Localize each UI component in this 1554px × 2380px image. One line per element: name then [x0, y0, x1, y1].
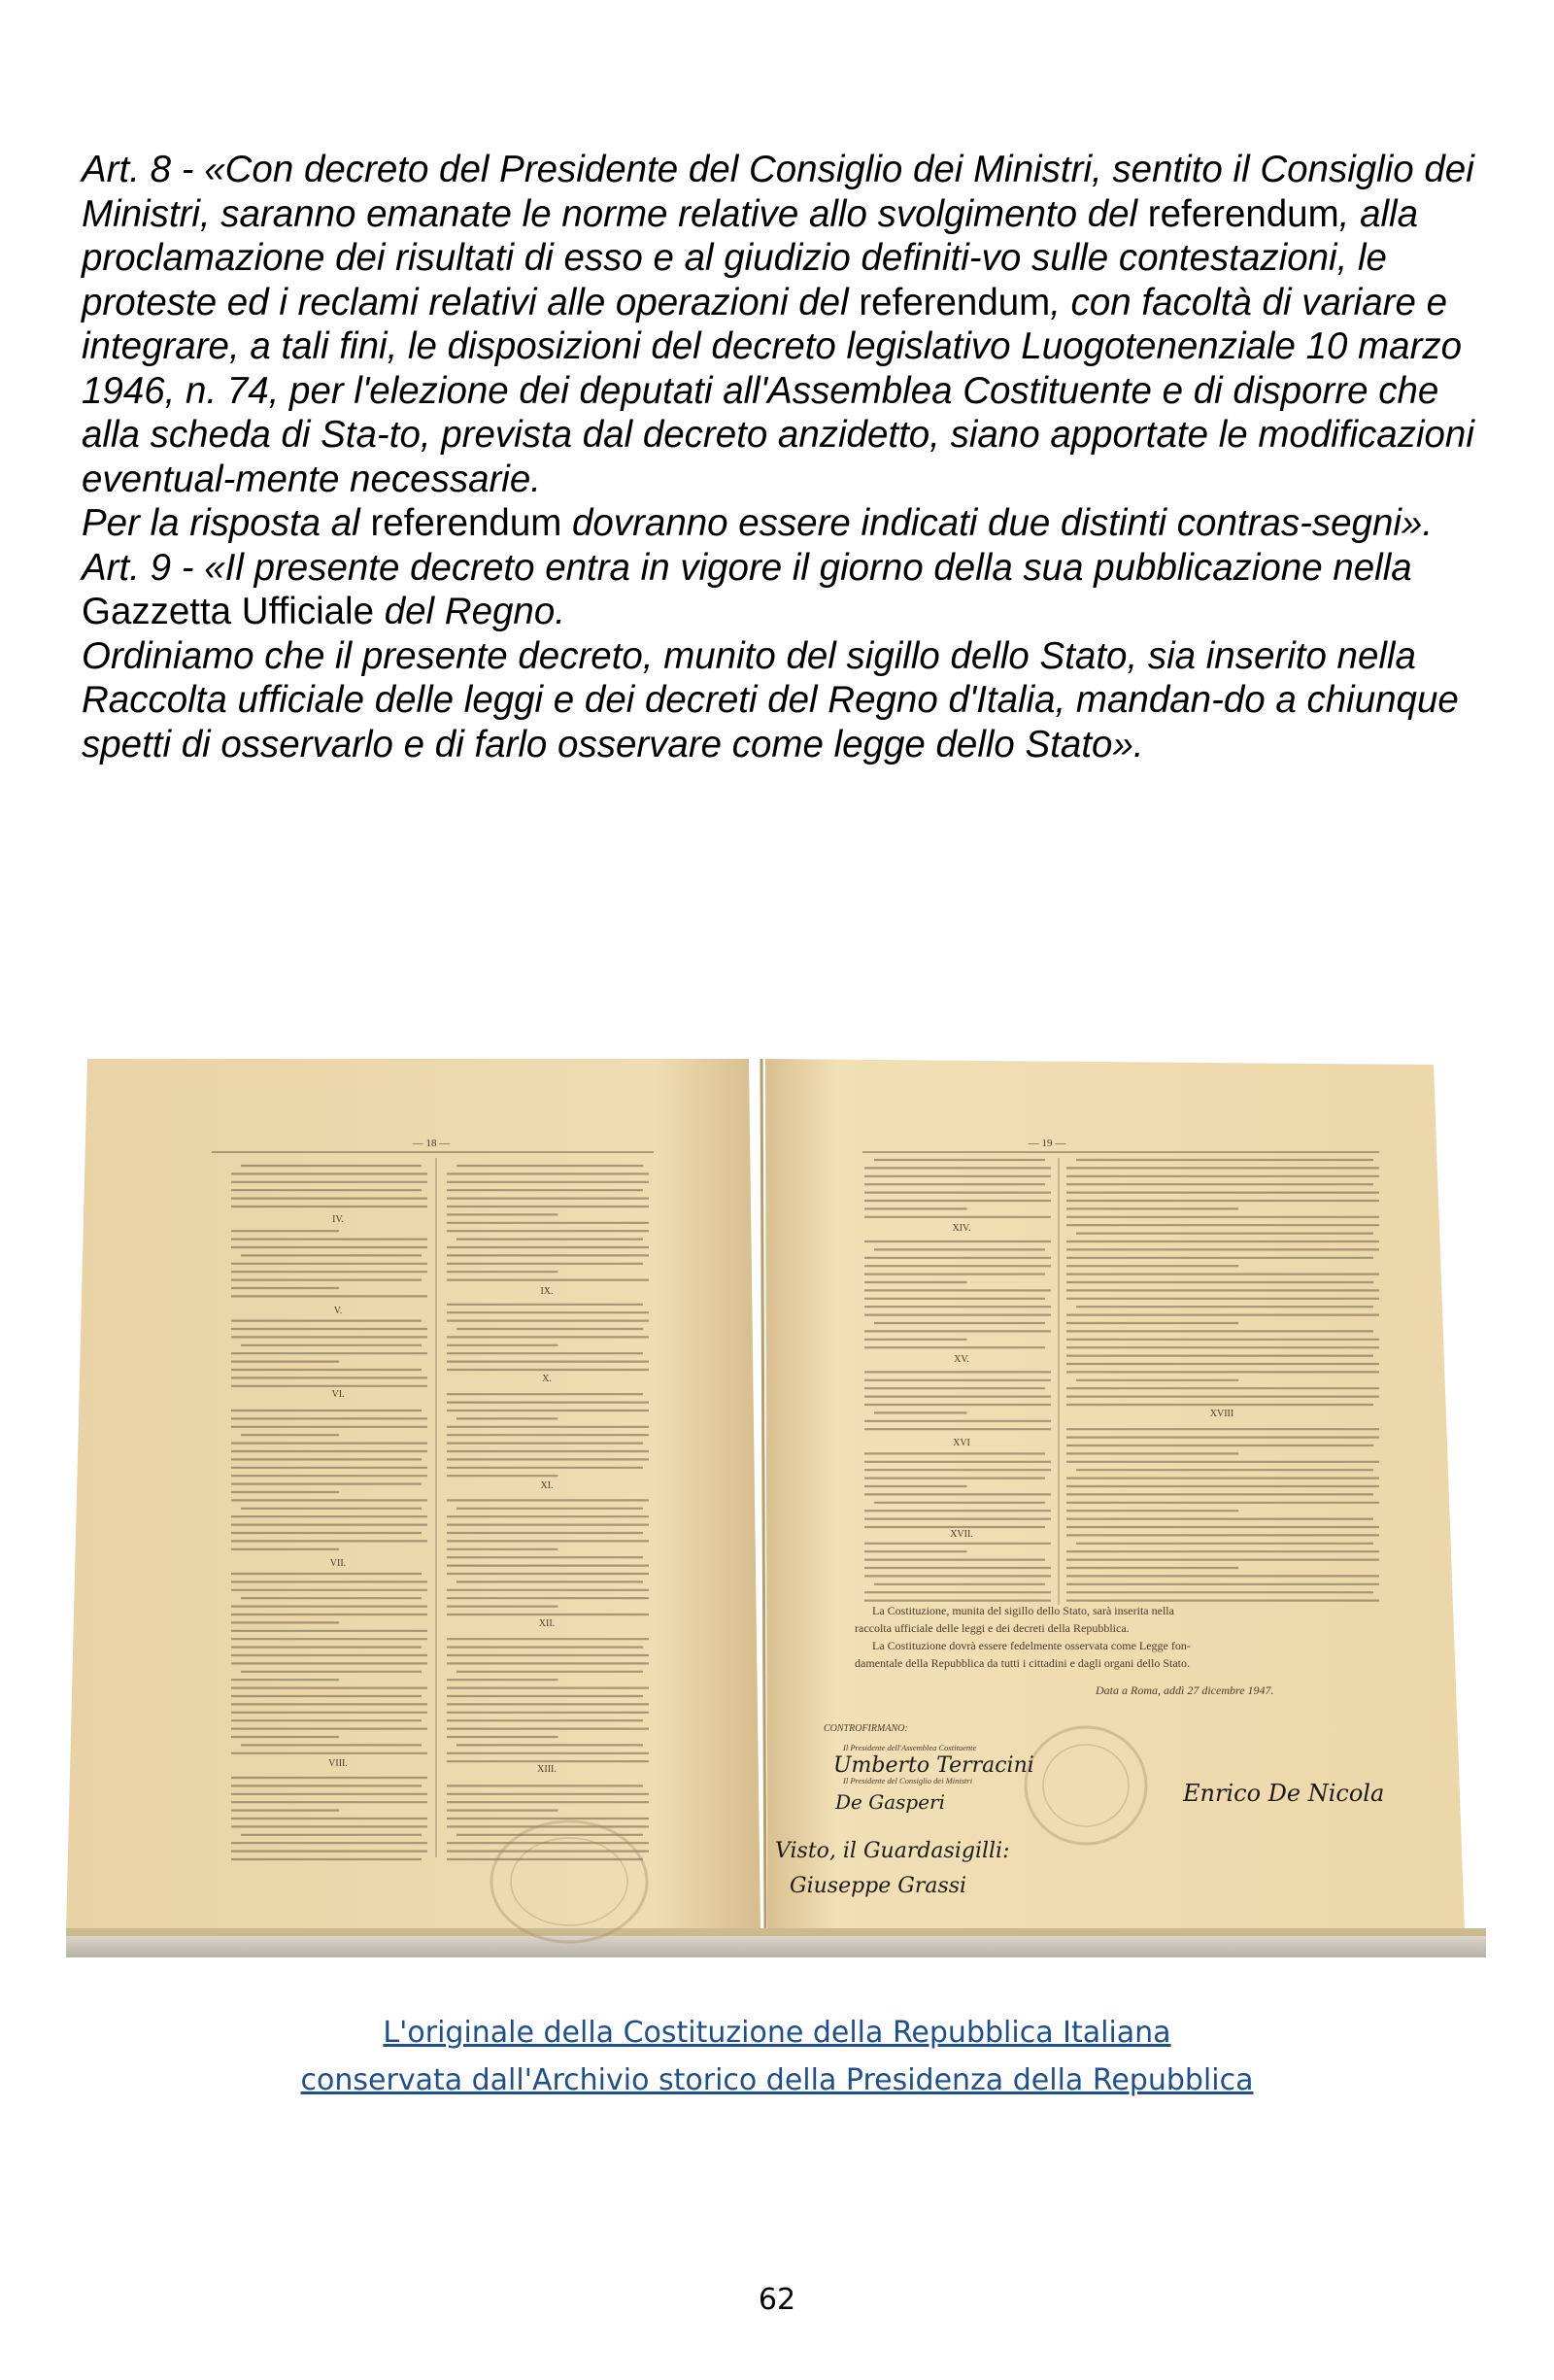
article-xiii-heading: XIII. — [537, 1764, 557, 1775]
article-xviii-heading: XVIII — [1209, 1409, 1234, 1419]
signature-terracini: Umberto Terracini — [833, 1753, 1034, 1778]
signature-grassi: Giuseppe Grassi — [790, 1874, 967, 1898]
paragraph-ordiniamo: Ordiniamo che il presente decreto, munito del sigillo dello Stato, sia inserito nella Raccolta ufficiale delle leggi e dei decreti del Regno d'Italia, mandan-do a chiunque spetti di osservarlo e di farlo osservare come legge dello Stato». — [82, 634, 1459, 765]
article-xi-heading: XI. — [540, 1480, 554, 1491]
article-xvii-heading: XVII. — [950, 1529, 973, 1540]
visto-guardasigilli: Visto, il Guardasigilli: — [775, 1839, 1010, 1863]
signature-de-nicola: Enrico De Nicola — [1183, 1780, 1385, 1807]
photo-caption — [0, 2009, 1554, 2104]
article-text — [82, 148, 1480, 766]
caption-link-line-2[interactable]: conservata dall'Archivio storico della Presidenza della Repubblica — [300, 2063, 1254, 2097]
caption-link-line-1[interactable]: L'originale della Costituzione della Repubblica Italiana — [383, 2016, 1171, 2050]
closing-line-4: damentale della Repubblica da tutti i cittadini e dagli organi dello Stato. — [855, 1656, 1191, 1670]
role-assembly-president: Il Presidente dell'Assemblea Costituente — [843, 1743, 977, 1752]
signature-de-gasperi: De Gasperi — [835, 1790, 945, 1814]
left-page-header: — 18 — — [412, 1138, 451, 1149]
paragraph-art-9: Art. 9 - «Il presente decreto entra in vigore il giorno della sua pubblicazione nella Gazzetta Ufficiale del Regno. — [82, 546, 1412, 632]
page-number: 62 — [758, 2283, 796, 2317]
article-xvi-heading: XVI — [953, 1438, 970, 1448]
article-xiv-heading: XIV. — [952, 1223, 971, 1234]
closing-line-3: La Costituzione dovrà essere fedelmente osservata come Legge fon- — [872, 1639, 1191, 1652]
constitution-document-photo — [66, 1051, 1486, 1957]
date-line: Data a Roma, addì 27 dicembre 1947. — [1096, 1683, 1274, 1697]
closing-line-2: raccolta ufficiale delle leggi e dei decreti della Repubblica. — [855, 1621, 1130, 1635]
article-xv-heading: XV. — [954, 1354, 969, 1365]
paragraph-art-8: Art. 8 - «Con decreto del Presidente del Consiglio dei Ministri, sentito il Consiglio dei Ministri, saranno emanate le norme relative allo svolgimento del referendum, alla proclamazione dei risultati di esso e al giudizio definiti-vo sulle contestazioni, le proteste ed i reclami relativi alle operazioni del referendum, con facoltà di variare e integrare, a tali fini, le disposizioni del decreto legislativo Luogotenenziale 10 marzo 1946, n. 74, per l'elezione dei deputati all'Assemblea Costituente e di disporre che alla scheda di Sta-to, prevista dal decreto anzidetto, siano apportate le modificazioni eventual-mente necessarie. — [82, 149, 1474, 500]
article-x-heading: X. — [542, 1374, 552, 1384]
article-vii-heading: VII. — [329, 1558, 347, 1569]
article-ix-heading: IX. — [540, 1286, 554, 1297]
countersigned-label: CONTROFIRMANO: — [824, 1723, 908, 1734]
closing-line-1: La Costituzione, munita del sigillo dello Stato, sarà inserita nella — [872, 1604, 1174, 1617]
right-page-header: — 19 — — [1028, 1138, 1066, 1149]
article-xii-heading: XII. — [538, 1618, 556, 1629]
article-viii-heading: VIII. — [328, 1758, 348, 1769]
article-v-heading: V. — [333, 1306, 343, 1316]
article-vi-heading: VI. — [331, 1389, 345, 1400]
paragraph-referendum: Per la risposta al referendum dovranno essere indicati due distinti contras-segni». — [82, 502, 1434, 544]
article-iv-heading: IV. — [332, 1214, 344, 1225]
role-council-president: Il Presidente del Consiglio dei Ministri — [843, 1776, 973, 1785]
